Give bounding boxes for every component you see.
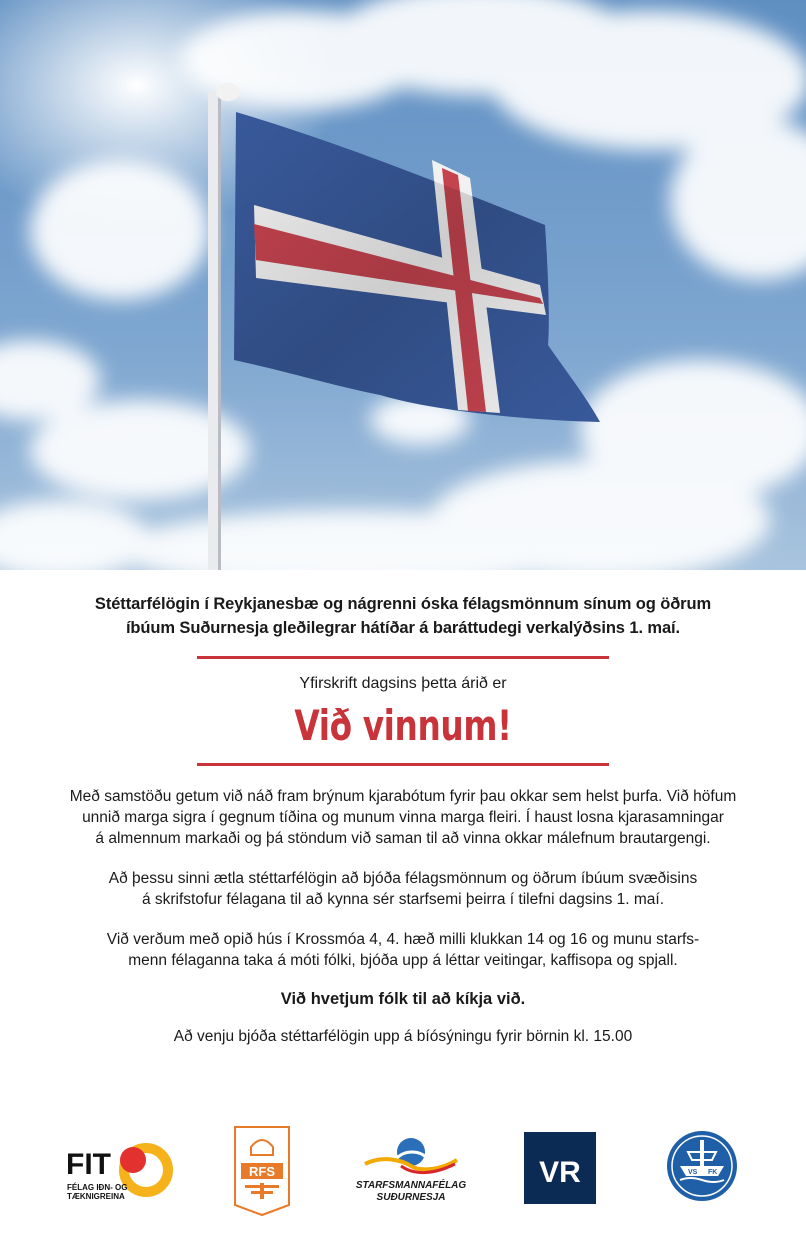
paragraph-line: á almennum markaði og þá stöndum við saman til að vinna okkar málefnum brautargengi. — [95, 830, 711, 847]
starfsmannafelag-logo — [345, 1136, 477, 1206]
vr-logo — [524, 1132, 596, 1204]
paragraph-open-house — [53, 929, 753, 971]
intro-text — [63, 592, 743, 640]
rfs-logo — [233, 1125, 291, 1217]
fit-sub-2: TÆKNIGREINA — [67, 1192, 125, 1201]
hero-image — [0, 0, 806, 570]
sfs-line-1: STARFSMANNAFÉLAG — [355, 1180, 467, 1191]
cinema-note: Að venju bjóða stéttarfélögin upp á bíósýningu fyrir börnin kl. 15.00 — [173, 1028, 633, 1045]
vr-name: VR — [539, 1156, 581, 1189]
fit-sub-1: FÉLAG IÐN- OG — [67, 1183, 128, 1192]
headline: Við vinnum! — [294, 701, 512, 750]
fit-logo — [66, 1140, 176, 1215]
paragraph-line: Að þessu sinni ætla stéttarfélögin að bjóða félagsmönnum og öðrum íbúum svæðisins — [108, 870, 698, 887]
paragraph-invitation — [53, 868, 753, 910]
vsfk-right: FK — [708, 1169, 718, 1176]
announcement-body — [0, 570, 806, 1046]
union-logos — [0, 1120, 806, 1220]
paragraph-line: Við verðum með opið hús í Krossmóa 4, 4. hæð milli klukkan 14 og 16 og munu starfs- — [106, 931, 700, 948]
subheading: Yfirskrift dagsins þetta árið er — [299, 675, 507, 692]
divider-top — [197, 656, 609, 659]
callout-text: Við hvetjum fólk til að kíkja við. — [280, 990, 526, 1008]
paragraph-line: Með samstöðu getum við náð fram brýnum kjarabótum fyrir þau okkar sem helst þurfa. Við höfum — [69, 788, 737, 805]
flag-photo — [0, 0, 806, 570]
vsfk-left: VS — [688, 1169, 698, 1176]
paragraph-line: á skrifstofur félagana til að kynna sér starfsemi þeirra í tilefni dagsins 1. maí. — [141, 891, 665, 908]
vsfk-logo — [666, 1130, 738, 1202]
paragraph-line: menn félaganna taka á móti fólki, bjóða upp á léttar veitingar, kaffisopa og spjall. — [128, 952, 678, 969]
paragraph-solidarity — [53, 786, 753, 849]
divider-bottom — [197, 763, 609, 766]
intro-line-2: íbúum Suðurnesja gleðilegrar hátíðar á baráttudegi verkalýðsins 1. maí. — [125, 619, 681, 637]
rfs-name: RFS — [249, 1164, 275, 1179]
paragraph-line: unnið marga sigra í gegnum tíðina og munum vinna marga fleiri. Í haust losna kjarasamningar — [82, 809, 724, 826]
intro-line-1: Stéttarfélögin í Reykjanesbæ og nágrenni óska félagsmönnum sínum og öðrum — [94, 595, 712, 613]
sfs-line-2: SUÐURNESJA — [376, 1192, 446, 1203]
fit-name: FIT — [66, 1148, 111, 1181]
